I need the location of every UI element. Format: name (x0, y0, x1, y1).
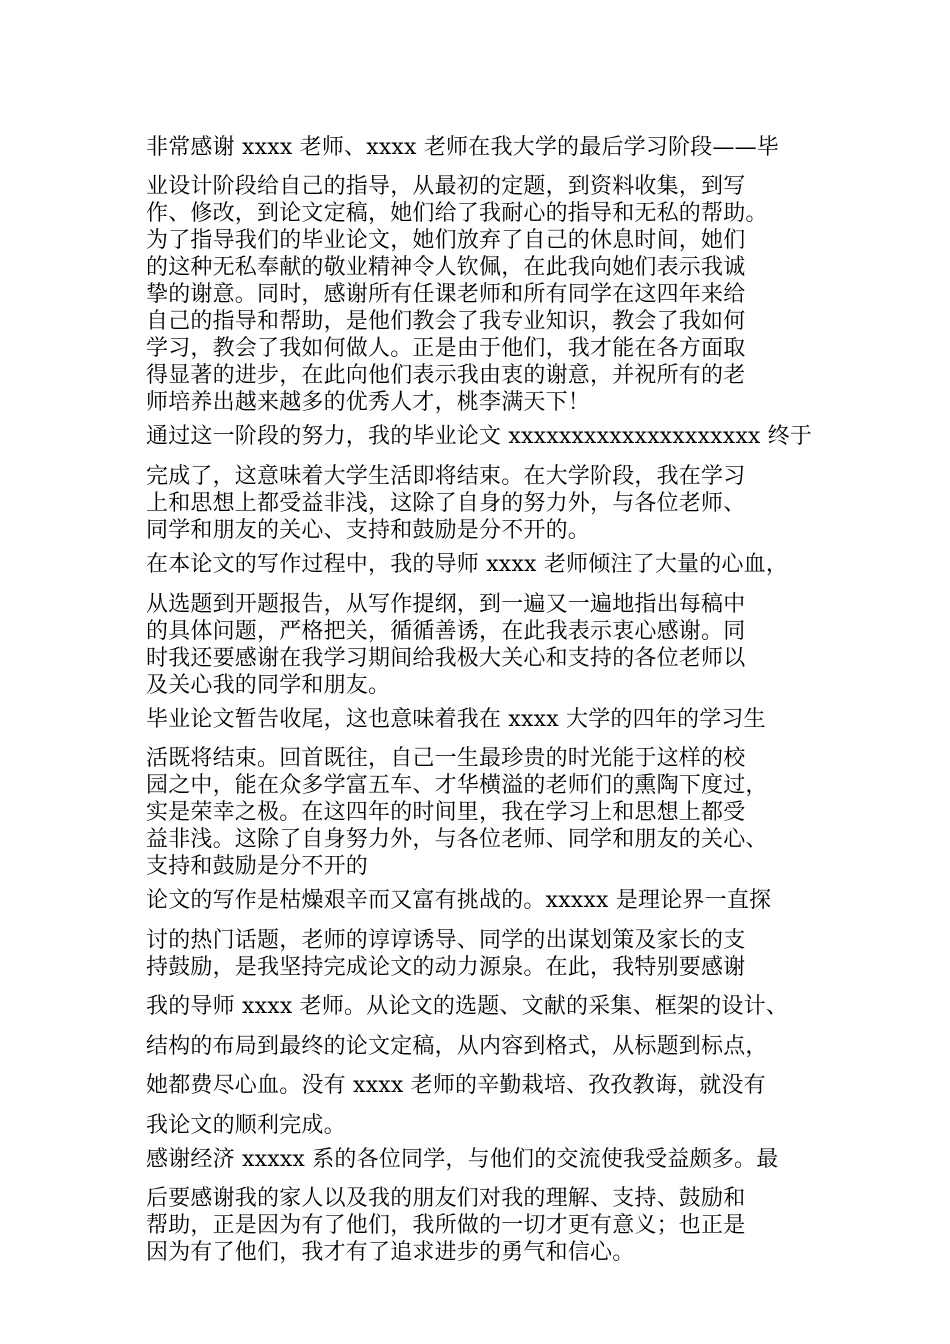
text-line: 结构的布局到最终的论文定稿，从内容到格式，从标题到标点， (146, 1034, 768, 1059)
text-line: 帮助，正是因为有了他们，我所做的一切才更有意义；也正是 (146, 1213, 746, 1238)
text-line: 园之中，能在众多学富五车、才华横溢的老师们的熏陶下度过， (146, 773, 768, 798)
text-line: 通过这一阶段的努力，我的毕业论文 xxxxxxxxxxxxxxxxxxxx 终于 (146, 424, 813, 449)
text-line: 益非浅。这除了自身努力外，与各位老师、同学和朋友的关心、 (146, 827, 768, 852)
text-line: 活既将结束。回首既往，自己一生最珍贵的时光能于这样的校 (146, 746, 746, 771)
text-line: 学习，教会了我如何做人。正是由于他们，我才能在各方面取 (146, 336, 746, 361)
text-line: 她都费尽心血。没有 xxxx 老师的辛勤栽培、孜孜教诲，就没有 (146, 1073, 766, 1098)
text-line: 业设计阶段给自己的指导，从最初的定题，到资料收集，到写 (146, 174, 746, 199)
text-line: 作、修改，到论文定稿，她们给了我耐心的指导和无私的帮助。 (146, 201, 768, 226)
text-line: 支持和鼓励是分不开的 (146, 854, 369, 879)
text-line: 师培养出越来越多的优秀人才，桃李满天下！ (146, 390, 591, 415)
text-line: 的这种无私奉献的敬业精神令人钦佩，在此我向她们表示我诚 (146, 255, 746, 280)
text-line: 时我还要感谢在我学习期间给我极大关心和支持的各位老师以 (146, 646, 746, 671)
text-line: 自己的指导和帮助，是他们教会了我专业知识，教会了我如何 (146, 309, 746, 334)
text-line: 在本论文的写作过程中，我的导师 xxxx 老师倾注了大量的心血， (146, 552, 789, 577)
text-line: 的具体问题，严格把关，循循善诱，在此我表示衷心感谢。同 (146, 619, 746, 644)
text-line: 上和思想上都受益非浅，这除了自身的努力外，与各位老师、 (146, 491, 746, 516)
text-line: 非常感谢 xxxx 老师、xxxx 老师在我大学的最后学习阶段——毕 (146, 135, 780, 160)
text-line: 同学和朋友的关心、支持和鼓励是分不开的。 (146, 518, 591, 543)
text-line: 及关心我的同学和朋友。 (146, 673, 391, 698)
text-line: 论文的写作是枯燥艰辛而又富有挑战的。xxxxx 是理论界一直探 (146, 888, 772, 913)
text-line: 挚的谢意。同时，感谢所有任课老师和所有同学在这四年来给 (146, 282, 746, 307)
text-line: 为了指导我们的毕业论文，她们放弃了自己的休息时间，她们 (146, 228, 746, 253)
text-line: 得显著的进步，在此向他们表示我由衷的谢意，并祝所有的老 (146, 363, 746, 388)
text-line: 完成了，这意味着大学生活即将结束。在大学阶段，我在学习 (146, 464, 746, 489)
text-line: 实是荣幸之极。在这四年的时间里，我在学习上和思想上都受 (146, 800, 746, 825)
text-line: 从选题到开题报告，从写作提纲，到一遍又一遍地指出每稿中 (146, 592, 746, 617)
text-line: 毕业论文暂告收尾，这也意味着我在 xxxx 大学的四年的学习生 (146, 707, 766, 732)
text-line: 我的导师 xxxx 老师。从论文的选题、文献的采集、框架的设计、 (146, 994, 789, 1019)
text-line: 持鼓励，是我坚持完成论文的动力源泉。在此，我特别要感谢 (146, 955, 746, 980)
text-line: 因为有了他们，我才有了追求进步的勇气和信心。 (146, 1240, 635, 1265)
text-line: 讨的热门话题，老师的谆谆诱导、同学的出谋划策及家长的支 (146, 928, 746, 953)
text-line: 后要感谢我的家人以及我的朋友们对我的理解、支持、鼓励和 (146, 1186, 746, 1211)
text-line: 感谢经济 xxxxx 系的各位同学，与他们的交流使我受益颇多。最 (146, 1147, 779, 1172)
text-line: 我论文的顺利完成。 (146, 1113, 346, 1138)
